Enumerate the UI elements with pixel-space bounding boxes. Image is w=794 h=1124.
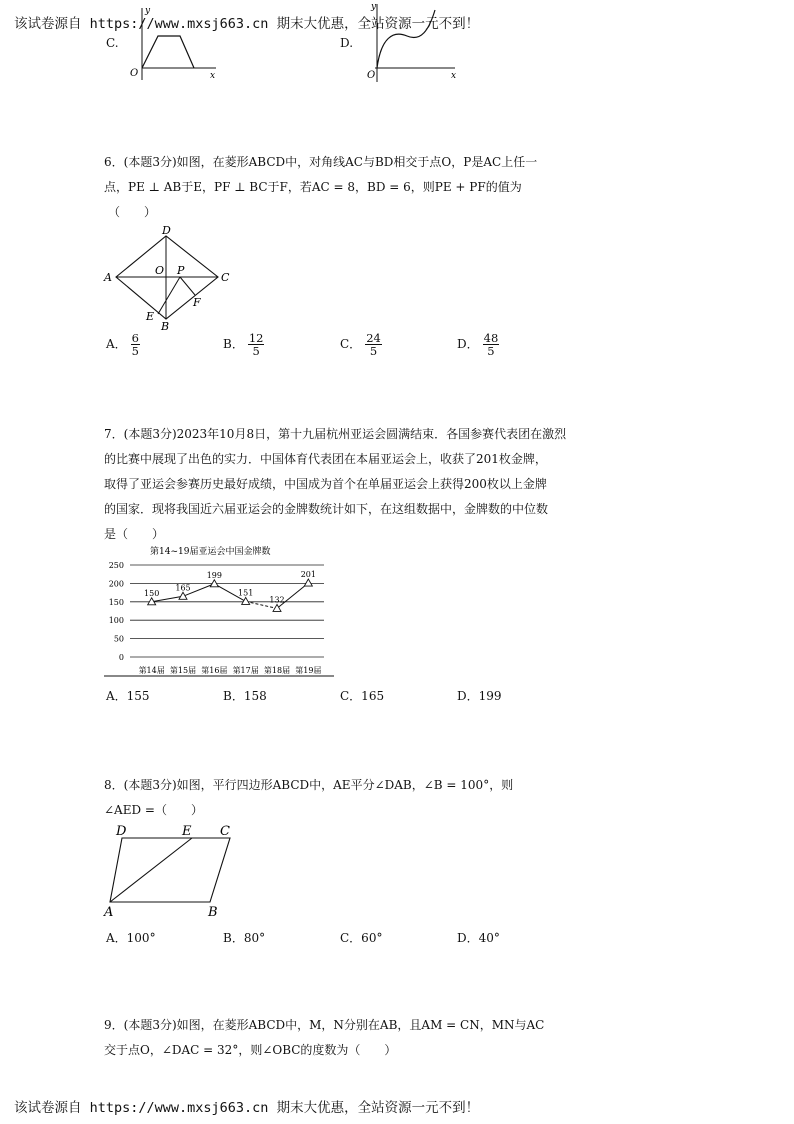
chart-data-point xyxy=(273,604,281,611)
chart-y-tick-label: 150 xyxy=(108,597,124,607)
q7-text-line2: 的比赛中展现了出色的实力．中国体育代表团在本届亚运会上，收获了201枚金牌， xyxy=(104,452,547,466)
q5-option-c-label: C. xyxy=(106,36,119,50)
q6-rhombus-figure xyxy=(100,222,240,334)
q8-label-a: A xyxy=(104,905,114,920)
q6-option-b-letter: B． xyxy=(223,337,244,351)
q7-option-b[interactable]: B．158 xyxy=(223,689,267,703)
q8-option-a[interactable]: A．100° xyxy=(106,931,156,945)
chart-data-label: 132 xyxy=(269,595,285,605)
q6-label-o: O xyxy=(155,264,165,277)
q6-option-c-letter: C． xyxy=(340,337,362,351)
q6-option-a-letter: A． xyxy=(106,337,127,351)
q6-label-b: B xyxy=(161,320,170,333)
chart-data-label: 201 xyxy=(300,570,316,580)
q6-option-c-numerator: 24 xyxy=(366,331,381,345)
chart-x-tick-label: 第16届 xyxy=(201,666,228,675)
q6-option-a-denominator: 5 xyxy=(131,344,139,358)
q8-option-b[interactable]: B．80° xyxy=(223,931,266,945)
q6-option-b[interactable] xyxy=(223,332,264,357)
chart-title: 第14~19届亚运会中国金牌数 xyxy=(150,547,271,557)
q7-text-line3: 取得了亚运会参赛历史最好成绩，中国成为首个在单届亚运会上获得200枚以上金牌 xyxy=(104,477,547,491)
q5-option-c-graph xyxy=(128,4,228,84)
q8-text-line2: ∠AED =（ ） xyxy=(104,803,203,817)
chart-x-tick-label: 第15届 xyxy=(169,666,197,675)
chart-data-label: 150 xyxy=(144,588,160,598)
q8-label-b: B xyxy=(208,905,218,920)
q6-label-f: F xyxy=(193,296,201,309)
q6-option-a[interactable] xyxy=(106,332,140,357)
q8-parallelogram-figure xyxy=(100,820,240,920)
q5c-x-axis-label: x xyxy=(210,71,216,81)
q8-option-c[interactable]: C．60° xyxy=(340,931,383,945)
q6-label-c: C xyxy=(221,271,230,284)
q9-text-line2: 交于点O，∠DAC = 32°，则∠OBC的度数为（ ） xyxy=(104,1043,397,1057)
q6-option-c-denominator: 5 xyxy=(369,344,378,358)
q6-label-p: P xyxy=(177,264,185,277)
chart-y-tick-label: 50 xyxy=(113,634,124,644)
chart-x-tick-label: 第14届 xyxy=(138,666,165,675)
chart-y-tick-label: 100 xyxy=(108,616,124,626)
q8-label-e: E xyxy=(182,824,192,839)
q5-option-d-graph xyxy=(363,0,463,88)
chart-y-tick-label: 200 xyxy=(108,579,124,589)
q9-text-line1: 9．(本题3分)如图，在菱形ABCD中，M，N分别在AB，且AM = CN，MN与AC xyxy=(104,1018,545,1032)
q6-label-a: A xyxy=(104,271,112,284)
q6-label-d: D xyxy=(162,224,171,237)
q7-gold-medal-chart xyxy=(100,543,340,680)
q6-label-e: E xyxy=(146,310,155,323)
q5d-origin-label: O xyxy=(367,70,376,81)
chart-x-tick-label: 第18届 xyxy=(263,666,291,675)
chart-x-tick-label: 第19届 xyxy=(295,666,322,675)
q7-option-d[interactable]: D．199 xyxy=(457,689,502,703)
chart-y-tick-label: 250 xyxy=(108,561,124,570)
q5c-y-axis-label: y xyxy=(145,6,151,16)
bottom-banner: 该试卷源自 https://www.mxsj663.cn 期末大优惠，全站资源一元不到！ xyxy=(14,1100,480,1116)
q6-option-a-numerator: 6 xyxy=(131,331,139,345)
q6-text-line1: 6．(本题3分)如图，在菱形ABCD中，对角线AC与BD相交于点O，P是AC上任一 xyxy=(104,155,538,169)
chart-data-label: 165 xyxy=(175,583,191,593)
q6-option-d[interactable] xyxy=(457,332,499,357)
chart-x-tick-label: 第17届 xyxy=(232,666,259,675)
chart-y-tick-label: 0 xyxy=(118,653,124,662)
q5c-origin-label: O xyxy=(130,68,139,79)
q6-option-d-letter: D． xyxy=(457,337,479,351)
q6-option-b-numerator: 12 xyxy=(248,331,264,345)
q5d-y-axis-label: y xyxy=(371,2,377,12)
q6-option-d-numerator: 48 xyxy=(483,331,499,345)
q5d-x-axis-label: x xyxy=(451,71,457,81)
q6-text-line3: （ ） xyxy=(108,205,157,219)
q6-option-d-denominator: 5 xyxy=(487,344,495,358)
q6-option-b-denominator: 5 xyxy=(252,344,260,358)
q8-option-d[interactable]: D．40° xyxy=(457,931,500,945)
q7-text-line5: 是（ ） xyxy=(104,527,165,541)
top-banner: 该试卷源自 https://www.mxsj663.cn 期末大优惠，全站资源一元不到！ xyxy=(14,16,480,32)
chart-data-label: 199 xyxy=(206,570,222,580)
q6-option-c[interactable] xyxy=(340,332,382,357)
q7-option-c[interactable]: C．165 xyxy=(340,689,385,703)
q8-label-d: D xyxy=(116,824,127,839)
q6-text-line2: 点，PE ⊥ AB于E，PF ⊥ BC于F，若AC = 8，BD = 6，则PE + PF的值为 xyxy=(104,180,522,194)
chart-data-point xyxy=(242,597,250,604)
q8-label-c: C xyxy=(220,824,230,839)
q8-text-line1: 8．(本题3分)如图，平行四边形ABCD中，AE平分∠DAB，∠B = 100°，则 xyxy=(104,778,514,792)
q5-option-d-label: D. xyxy=(340,36,354,50)
chart-data-point xyxy=(304,579,312,586)
q7-option-a[interactable]: A．155 xyxy=(106,689,150,703)
q7-text-line4: 的国家．现将我国近六届亚运会的金牌数统计如下，在这组数据中，金牌数的中位数 xyxy=(104,502,549,516)
q7-text-line1: 7．(本题3分)2023年10月8日，第十九届杭州亚运会圆满结束．各国参赛代表团在激烈 xyxy=(104,427,567,441)
chart-data-point xyxy=(179,592,187,599)
chart-data-label: 151 xyxy=(238,588,254,598)
